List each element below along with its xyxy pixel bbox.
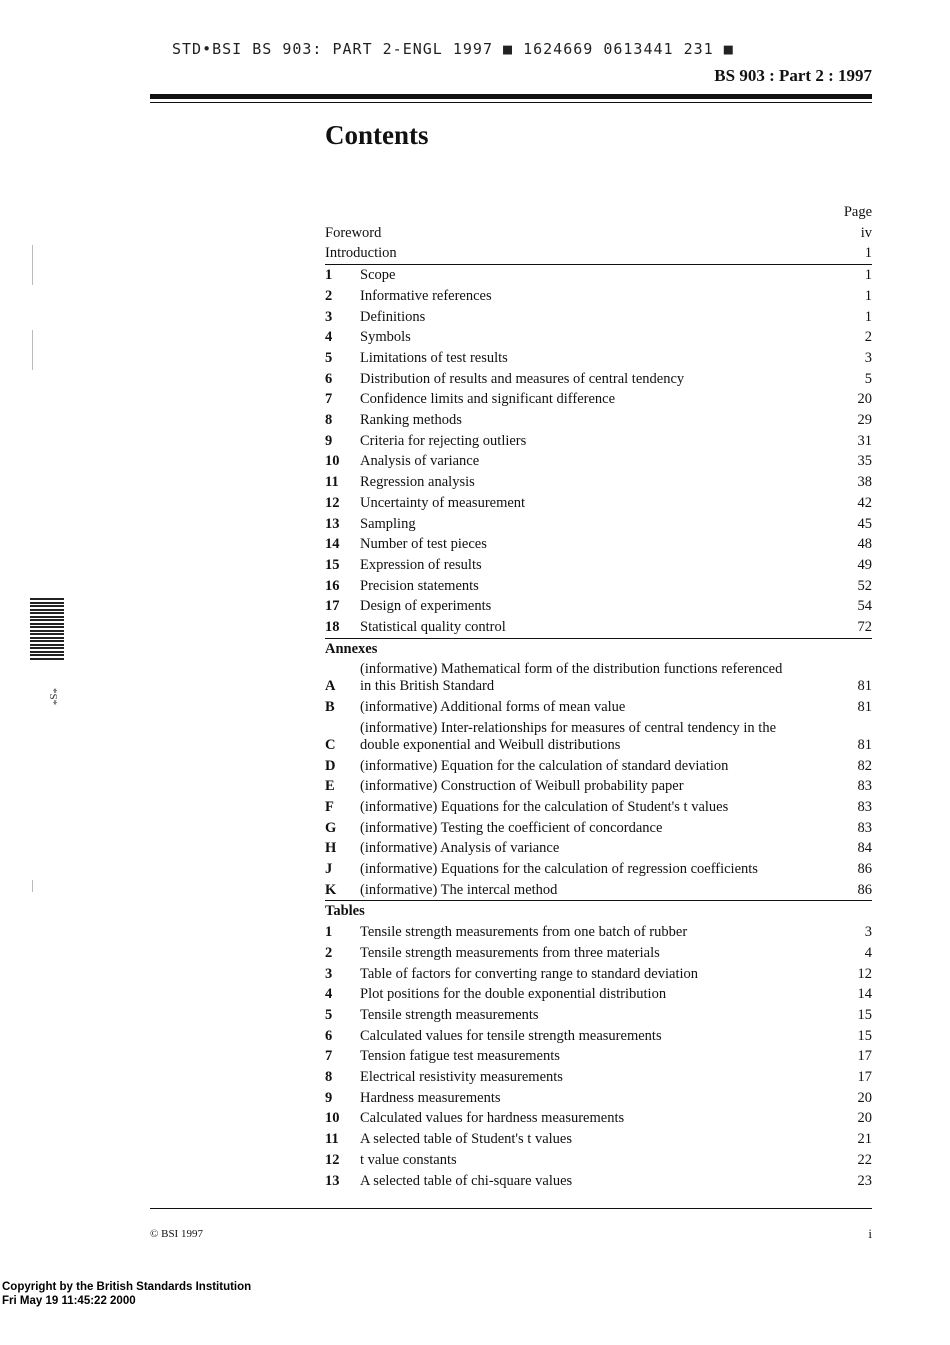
toc-entry-number: G — [325, 819, 337, 836]
toc-entry-number: E — [325, 778, 335, 795]
toc-entry-number: 17 — [325, 598, 340, 615]
barcode-mark — [30, 598, 64, 668]
toc-entry-page: 22 — [857, 1151, 872, 1168]
toc-entry-number: H — [325, 840, 337, 857]
toc-entry-page: 12 — [857, 965, 872, 982]
toc-entry-page: 1 — [864, 245, 872, 262]
toc-entry-number: 18 — [325, 619, 340, 636]
toc-entry — [325, 534, 872, 555]
toc-entry-label: Confidence limits and significant difference — [360, 391, 616, 408]
toc-entry-number: 7 — [325, 391, 333, 408]
toc-entry — [325, 838, 872, 859]
toc-entry-page: 20 — [857, 1110, 872, 1127]
toc-entry — [325, 265, 872, 286]
toc-entry-page: 83 — [857, 778, 872, 795]
margin-mark: *S* — [47, 688, 59, 706]
toc-entry-page: 1 — [864, 308, 872, 325]
toc-entry-page: 48 — [857, 536, 872, 553]
toc-entry-page: 15 — [857, 1027, 872, 1044]
toc-entry-number: 7 — [325, 1048, 333, 1065]
toc-entry — [325, 659, 872, 697]
toc-entry — [325, 818, 872, 839]
toc-entry-page: 2 — [864, 329, 872, 346]
toc-entry-page: 5 — [864, 370, 872, 387]
toc-entry-number: 16 — [325, 577, 340, 594]
toc-entry-label: Scope — [360, 267, 396, 284]
toc-entry-number: 15 — [325, 556, 340, 573]
toc-entry-number: 6 — [325, 1027, 333, 1044]
toc-entry — [325, 1171, 872, 1192]
toc-entry-label: Introduction — [325, 245, 397, 262]
toc-entry-page: 3 — [864, 349, 872, 366]
toc-entry-label: t value constants — [360, 1151, 457, 1168]
toc-entry-label: Number of test pieces — [360, 536, 487, 553]
toc-entry — [325, 756, 872, 777]
toc-entry-number: 4 — [325, 329, 333, 346]
toc-entry-page: 81 — [857, 678, 872, 695]
toc-entry-number: 8 — [325, 1069, 333, 1086]
header-rule-thin — [150, 102, 872, 103]
toc-entry-number: 2 — [325, 944, 333, 961]
scan-stamp: STD•BSI BS 903: PART 2-ENGL 1997 ■ 1624669 0613441 231 ■ — [172, 40, 734, 58]
toc-entry-number: F — [325, 798, 334, 815]
toc-entry-page: 17 — [857, 1069, 872, 1086]
toc-entry-label-line1: (informative) Mathematical form of the distribution functions referenced — [360, 661, 783, 678]
toc-entry — [325, 286, 872, 307]
toc-entry-page: 20 — [857, 391, 872, 408]
toc-entry-number: 3 — [325, 965, 333, 982]
toc-entry-label: Symbols — [360, 329, 411, 346]
toc-entry — [325, 223, 872, 244]
toc-entry — [325, 451, 872, 472]
toc-entry-label — [360, 720, 832, 754]
toc-entry — [325, 472, 872, 493]
toc-entry-label: Definitions — [360, 308, 426, 325]
toc-entry-label: Design of experiments — [360, 598, 492, 615]
toc-entry — [325, 514, 872, 535]
tables-heading: Tables — [325, 903, 365, 920]
toc-entry — [325, 984, 872, 1005]
toc-entry-page: iv — [860, 224, 872, 241]
toc-entry-page: 38 — [857, 474, 872, 491]
toc-entry-page: 86 — [857, 881, 872, 898]
toc-entry-number: J — [325, 861, 333, 878]
toc-entry-number: 12 — [325, 494, 340, 511]
toc-entry-number: 14 — [325, 536, 340, 553]
toc-entry-label: (informative) Equation for the calculation of standard deviation — [360, 757, 729, 774]
toc-entry-page: 1 — [864, 287, 872, 304]
toc-entry-page: 4 — [864, 944, 872, 961]
toc-entry-label: Statistical quality control — [360, 619, 506, 636]
toc-entry-page: 3 — [864, 924, 872, 941]
toc-entry-page: 31 — [857, 432, 872, 449]
toc-entry-number: 11 — [325, 474, 339, 491]
toc-entry — [325, 797, 872, 818]
toc-entry-page: 81 — [857, 736, 872, 753]
toc-entry-page: 83 — [857, 819, 872, 836]
toc-entry — [325, 697, 872, 718]
toc-entry-label: Plot positions for the double exponential distribution — [360, 986, 667, 1003]
toc-entry-label: Ranking methods — [360, 412, 462, 429]
toc-entry-label: Tensile strength measurements from one batch of rubber — [360, 924, 688, 941]
toc-entry-number: 12 — [325, 1151, 340, 1168]
page-number: i — [868, 1226, 872, 1241]
toc-entry-number: 9 — [325, 1089, 333, 1106]
toc-entry-number: 9 — [325, 432, 333, 449]
toc-entry-label: Analysis of variance — [360, 453, 480, 470]
toc-entry-page: 86 — [857, 861, 872, 878]
toc-entry — [325, 348, 872, 369]
toc-entry — [325, 880, 872, 902]
toc-entry-number: B — [325, 699, 335, 716]
toc-entry-page: 72 — [857, 619, 872, 636]
toc-entry-page: 35 — [857, 453, 872, 470]
toc-entry-label: Tensile strength measurements from three materials — [360, 944, 660, 961]
toc-entry-page: 15 — [857, 1006, 872, 1023]
toc-entry-number: 5 — [325, 1006, 333, 1023]
toc-entry — [325, 596, 872, 617]
toc-entry — [325, 964, 872, 985]
toc-entry-page: 81 — [857, 699, 872, 716]
toc-entry-page: 52 — [857, 577, 872, 594]
toc-entry — [325, 1005, 872, 1026]
footer-rule — [150, 1208, 872, 1209]
toc-entry-number: 2 — [325, 287, 333, 304]
toc-entry-label: Precision statements — [360, 577, 479, 594]
toc-entry — [325, 576, 872, 597]
toc-entry — [325, 776, 872, 797]
toc-entry-label: Calculated values for hardness measurements — [360, 1110, 625, 1127]
toc-entry-label: (informative) Testing the coefficient of concordance — [360, 819, 663, 836]
system-footer-line1: Copyright by the British Standards Institution — [2, 1281, 252, 1293]
toc-entry-label: A selected table of chi-square values — [360, 1172, 573, 1189]
toc-entry-number: 1 — [325, 267, 333, 284]
toc-entry-page: 83 — [857, 798, 872, 815]
system-footer-line2: Fri May 19 11:45:22 2000 — [2, 1295, 136, 1307]
toc-entry-page: 45 — [857, 515, 872, 532]
copyright-notice: © BSI 1997 — [150, 1228, 203, 1240]
toc-entry-label: Expression of results — [360, 556, 482, 573]
toc-entry-page: 21 — [857, 1131, 872, 1148]
toc-entry-number: 3 — [325, 308, 333, 325]
toc-entry-label-line2: double exponential and Weibull distributions — [360, 736, 621, 753]
toc-entry-page: 20 — [857, 1089, 872, 1106]
toc-entry-label-line2: in this British Standard — [360, 678, 495, 695]
toc-entry-number: 11 — [325, 1131, 339, 1148]
toc-entry-page: 14 — [857, 986, 872, 1003]
toc-entry-label: Regression analysis — [360, 474, 475, 491]
toc-entry — [325, 1150, 872, 1171]
toc-entry-label: (informative) Analysis of variance — [360, 840, 560, 857]
toc-entry-number: 4 — [325, 986, 333, 1003]
toc-entry — [325, 617, 872, 639]
system-footer — [2, 1280, 251, 1308]
toc-entry-label-line1: (informative) Inter-relationships for measures of central tendency in the — [360, 719, 777, 736]
toc-entry-label: Limitations of test results — [360, 349, 508, 366]
toc-entry-number: 6 — [325, 370, 333, 387]
toc-entry — [325, 1129, 872, 1150]
toc-entry — [325, 1108, 872, 1129]
toc-entry-label: Uncertainty of measurement — [360, 494, 526, 511]
toc-entry-label: Electrical resistivity measurements — [360, 1069, 563, 1086]
annexes-heading: Annexes — [325, 640, 378, 657]
toc-entry-page: 29 — [857, 412, 872, 429]
toc-entry-label: (informative) Construction of Weibull probability paper — [360, 778, 684, 795]
toc-entry-page: 23 — [857, 1172, 872, 1189]
toc-entry-page: 49 — [857, 556, 872, 573]
toc-entry — [325, 718, 872, 756]
toc-entry-label: (informative) Equations for the calculation of Student's t values — [360, 798, 729, 815]
toc-entry-number: 1 — [325, 924, 333, 941]
toc-entry-label — [360, 661, 832, 695]
toc-entry-label: Sampling — [360, 515, 416, 532]
toc-entry-number: A — [325, 678, 336, 695]
toc-entry — [325, 943, 872, 964]
toc-entry-label: Distribution of results and measures of central tendency — [360, 370, 685, 387]
toc-entry-label: Table of factors for converting range to standard deviation — [360, 965, 698, 982]
header-rule-thick — [150, 94, 872, 99]
toc-entry — [325, 431, 872, 452]
toc-entry-label: Foreword — [325, 224, 382, 241]
toc-entry-number: C — [325, 736, 336, 753]
toc-entry-page: 84 — [857, 840, 872, 857]
toc-entry — [325, 369, 872, 390]
toc-entry — [325, 555, 872, 576]
toc-entry-label: Calculated values for tensile strength measurements — [360, 1027, 662, 1044]
toc-entry-label: A selected table of Student's t values — [360, 1131, 573, 1148]
toc-entry-number: D — [325, 757, 336, 774]
toc-entry-number: 10 — [325, 453, 340, 470]
toc-entry — [325, 389, 872, 410]
toc-entry-label: (informative) The intercal method — [360, 881, 558, 898]
toc-entry — [325, 1046, 872, 1067]
table-of-contents — [325, 202, 872, 1191]
toc-entry-label: Informative references — [360, 287, 492, 304]
toc-entry — [325, 922, 872, 943]
toc-entry — [325, 307, 872, 328]
standard-reference: BS 903 : Part 2 : 1997 — [714, 66, 872, 85]
toc-entry-number: 8 — [325, 412, 333, 429]
toc-entry-page: 82 — [857, 757, 872, 774]
page-title: Contents — [325, 120, 429, 150]
toc-entry — [325, 327, 872, 348]
toc-entry — [325, 1088, 872, 1109]
toc-entry-number: 13 — [325, 515, 340, 532]
toc-entry-label: Tensile strength measurements — [360, 1006, 539, 1023]
toc-entry-page: 1 — [864, 267, 872, 284]
toc-entry-number: 13 — [325, 1172, 340, 1189]
toc-entry-page: 54 — [857, 598, 872, 615]
toc-entry-number: K — [325, 881, 337, 898]
page-column-heading: Page — [843, 204, 872, 220]
toc-entry-label: Criteria for rejecting outliers — [360, 432, 527, 449]
toc-entry-number: 5 — [325, 349, 333, 366]
toc-entry — [325, 410, 872, 431]
toc-entry — [325, 493, 872, 514]
toc-entry-label: (informative) Additional forms of mean value — [360, 699, 626, 716]
toc-entry — [325, 1026, 872, 1047]
toc-entry-label: (informative) Equations for the calculation of regression coefficients — [360, 861, 758, 878]
toc-entry-label: Hardness measurements — [360, 1089, 501, 1106]
toc-entry-number: 10 — [325, 1110, 340, 1127]
toc-entry-page: 17 — [857, 1048, 872, 1065]
toc-entry-label: Tension fatigue test measurements — [360, 1048, 560, 1065]
toc-entry — [325, 859, 872, 880]
toc-entry — [325, 243, 872, 265]
toc-entry-page: 42 — [857, 494, 872, 511]
toc-entry — [325, 1067, 872, 1088]
